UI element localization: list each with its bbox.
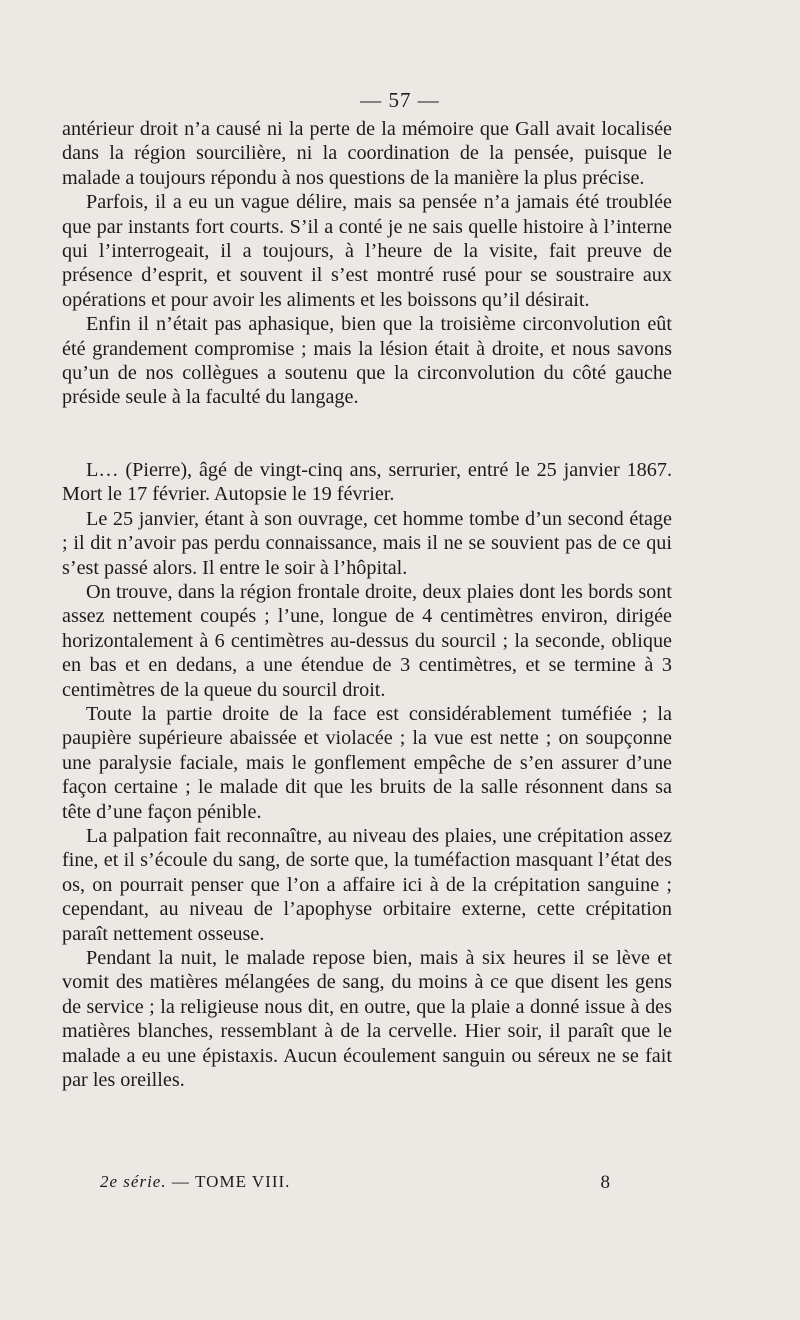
footer-signature (100, 1172, 290, 1194)
footer-separator: — (171, 1172, 190, 1191)
body-text (62, 117, 672, 1092)
paragraph: Le 25 janvier, étant à son ouvrage, cet homme tombe d’un second étage ; il dit n’avoir pas perdu connaissance, mais il ne se souvient pas de ce qui s’est passé alors. Il entre le soir à l’hôpital. (62, 507, 672, 579)
page-header: — 57 — (360, 88, 440, 112)
footer-tome: TOME VIII. (195, 1172, 291, 1191)
paragraph: La palpation fait reconnaître, au niveau des plaies, une crépitation assez fine, et il s’écoule du sang, de sorte que, la tuméfaction masquant l’état des os, on pourrait penser que l’on a affaire ici à de la crépitation sanguine ; cependant, au niveau de l’apophyse orbitaire externe, cette crépitation paraît nettement osseuse. (62, 824, 672, 945)
paragraph: antérieur droit n’a causé ni la perte de la mémoire que Gall avait localisée dans la région sourcilière, ni la coordination de la pensée, puisque le malade a toujours répondu à nos questions de la manière la plus précise. (62, 118, 672, 189)
page-footer (100, 1172, 610, 1194)
paragraph: Toute la partie droite de la face est considérablement tuméfiée ; la paupière supérieure abaissée et violacée ; la vue est nette ; on soupçonne une paralysie faciale, mais le gonflement empêche de s’en assurer d’une façon certaine ; le malade dit que les bruits de la salle résonnent dans sa tête d’une façon pénible. (62, 702, 672, 823)
paragraph: On trouve, dans la région frontale droite, deux plaies dont les bords sont assez nettement coupés ; l’une, longue de 4 centimètres environ, dirigée horizontalement à 6 centimètres au-dessus du sourcil ; la seconde, oblique en bas et en dedans, a une étendue de 3 centimètres, et se termine à 3 centimètres de la queue du sourcil droit. (62, 580, 672, 701)
footer-series: 2e série. (100, 1172, 167, 1191)
signature-number: 8 (600, 1172, 610, 1193)
paragraph: Pendant la nuit, le malade repose bien, mais à six heures il se lève et vomit des matières mélangées de sang, du moins à ce que disent les gens de service ; la religieuse nous dit, en outre, que la plaie a donné issue à des matières blanches, ressemblant à de la cervelle. Hier soir, il paraît que le malade a eu une épistaxis. Aucun écoulement sanguin ou séreux ne se fait par les oreilles. (62, 947, 672, 1092)
section-gap (62, 410, 672, 458)
paragraph: Enfin il n’était pas aphasique, bien que la troisième circonvolution eût été grandement compromise ; mais la lésion était à droite, et nous savons qu’un de nos collègues a soutenu que la circonvolution du côté gauche préside seule à la faculté du langage. (62, 313, 672, 409)
case-heading-paragraph: L… (Pierre), âgé de vingt-cinq ans, serrurier, entré le 25 janvier 1867. Mort le 17 février. Autopsie le 19 février. (62, 458, 672, 506)
paragraph: Parfois, il a eu un vague délire, mais sa pensée n’a jamais été troublée que par instants fort courts. S’il a conté je ne sais quelle histoire à l’interne qui l’interrogeait, il a toujours, à l’heure de la visite, fait preuve de présence d’esprit, et souvent il s’est montré rusé pour se soustraire aux opérations et pour avoir les aliments et les boissons qu’il désirait. (62, 191, 672, 311)
